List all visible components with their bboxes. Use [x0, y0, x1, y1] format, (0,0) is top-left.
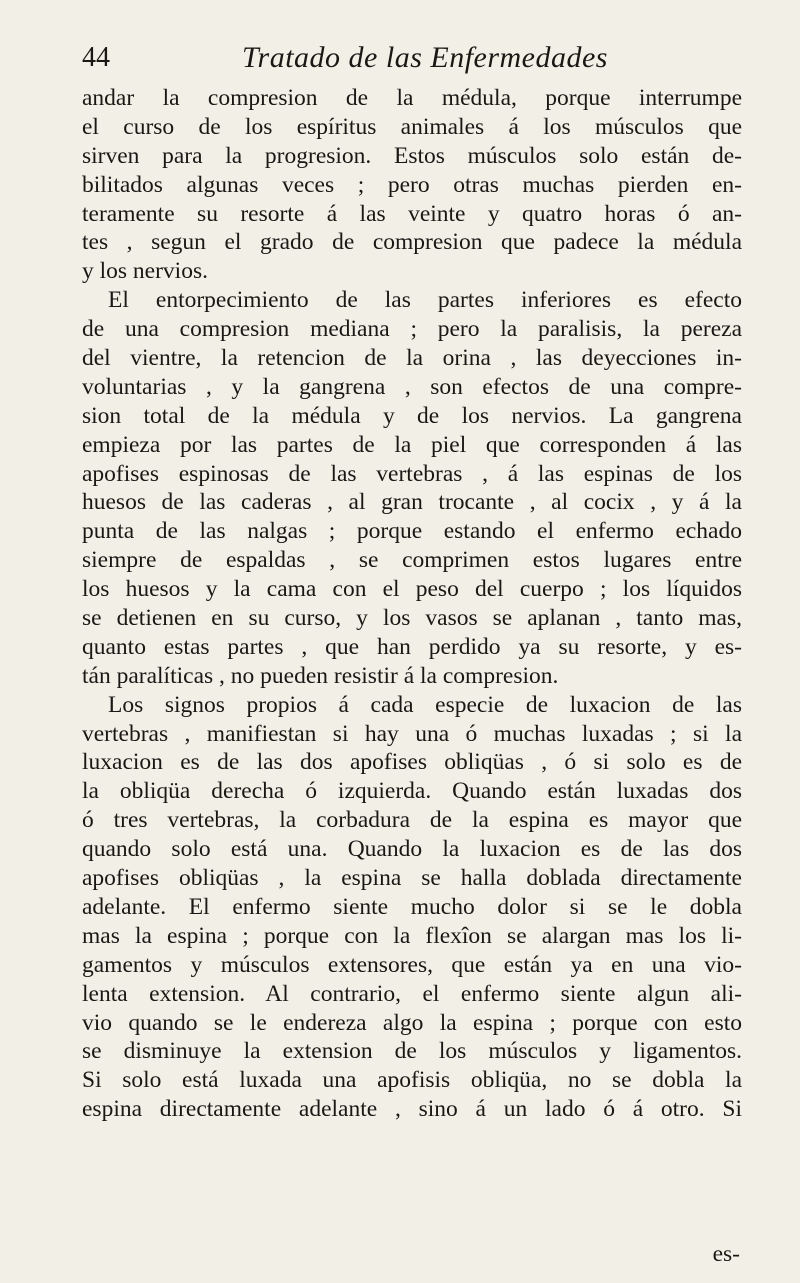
text-line: huesos de las caderas , al gran trocante , al cocix , y á la — [82, 489, 742, 516]
text-line: siempre de espaldas , se comprimen estos lugares entre — [82, 547, 742, 574]
text-line: teramente su resorte á las veinte y quatro horas ó an- — [82, 200, 742, 227]
text-line: de una compresion mediana ; pero la paralisis, la pereza — [82, 316, 742, 343]
text-line: ó tres vertebras, la corbadura de la espina es mayor que — [82, 807, 742, 834]
text-line: adelante. El enfermo siente mucho dolor si se le dobla — [82, 893, 742, 920]
text-line: andar la compresion de la médula, porque interrumpe — [82, 85, 742, 111]
page-header — [72, 38, 732, 78]
text-line: empieza por las partes de la piel que corresponden á las — [82, 431, 742, 458]
text-line: mas la espina ; porque con la flexîon se alargan mas los li- — [82, 922, 742, 949]
text-line: punta de las nalgas ; porque estando el enfermo echado — [82, 518, 742, 545]
text-line: apofises obliqüas , la espina se halla doblada directamente — [82, 865, 742, 892]
text-line: tes , segun el grado de compresion que padece la médula — [82, 229, 742, 256]
text-line: vertebras , manifiestan si hay una ó muchas luxadas ; si la — [82, 720, 742, 747]
text-line: El entorpecimiento de las partes inferiores es efecto — [108, 287, 742, 314]
text-line: quanto estas partes , que han perdido ya su resorte, y es- — [82, 633, 742, 660]
text-line: el curso de los espíritus animales á los músculos que — [82, 113, 742, 140]
text-line: vio quando se le endereza algo la espina ; porque con esto — [82, 1009, 742, 1036]
text-line: se detienen en su curso, y los vasos se aplanan , tanto mas, — [82, 605, 742, 632]
text-line: bilitados algunas veces ; pero otras muchas pierden en- — [82, 171, 742, 198]
text-line: sirven para la progresion. Estos músculos solo están de- — [82, 142, 742, 169]
text-line: la obliqüa derecha ó izquierda. Quando están luxadas dos — [82, 778, 742, 805]
catchword: es- — [712, 1241, 740, 1267]
text-line: los huesos y la cama con el peso del cuerpo ; los líquidos — [82, 576, 742, 603]
text-line: gamentos y músculos extensores, que están ya en una vio- — [82, 951, 742, 978]
text-line: lenta extension. Al contrario, el enfermo siente algun ali- — [82, 980, 742, 1007]
text-line: del vientre, la retencion de la orina , las deyecciones in- — [82, 345, 742, 372]
text-line: quando solo está una. Quando la luxacion es de las dos — [82, 836, 742, 863]
text-line: espina directamente adelante , sino á un lado ó á otro. Si — [82, 1096, 742, 1123]
text-line: Si solo está luxada una apofisis obliqüa, no se dobla la — [82, 1067, 742, 1094]
text-line: tán paralíticas , no pueden resistir á la compresion. — [82, 662, 559, 689]
text-line: luxacion es de las dos apofises obliqüas , ó si solo es de — [82, 749, 742, 776]
text-line: Los signos propios á cada especie de luxacion de las — [108, 691, 742, 718]
body-text — [82, 84, 742, 1124]
text-line: sion total de la médula y de los nervios. La gangrena — [82, 402, 742, 429]
text-line: y los nervios. — [82, 258, 208, 285]
text-line: apofises espinosas de las vertebras , á las espinas de los — [82, 460, 742, 487]
text-line: voluntarias , y la gangrena , son efectos de una compre- — [82, 373, 742, 400]
running-title: Tratado de las Enfermedades — [242, 41, 608, 74]
page-number: 44 — [82, 42, 110, 73]
text-line: se disminuye la extension de los músculos y ligamentos. — [82, 1038, 742, 1065]
